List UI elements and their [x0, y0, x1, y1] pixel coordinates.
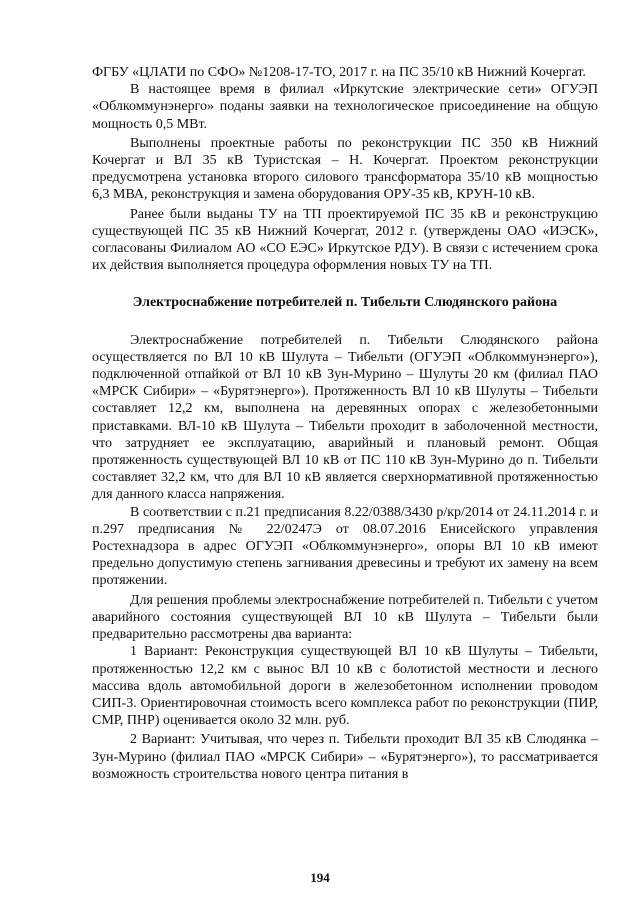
paragraph-tech-connection: В настоящее время в филиал «Иркутские электрические сети» ОГУЭП «Облкоммунэнерго» поданы заявки на технологическое присоединение на общую мощность 0,5 МВт. — [92, 82, 598, 132]
paragraph-regulation: В соответствии с п.21 предписания 8.22/0388/3430 р/кр/2014 от 24.11.2014 г. и п.297 предписания № 22/0247Э от 08.07.2016 Енисейского управления Ростехнадзора в адрес ОГУЭП «Облкоммунэнерго», опоры ВЛ 10 кВ имеют предельно допустимую степень загнивания древесины и требуют их замену на всем протяжении. — [92, 504, 598, 589]
document-page — [92, 64, 598, 783]
paragraph-reconstruction: Выполнены проектные работы по реконструкции ПС 350 кВ Нижний Кочергат и ВЛ 35 кВ Туристская – Н. Кочергат. Проектом реконструкции предусмотрена установка второго силового трансформатора 35/10 кВ мощностью 6,3 МВА, реконструкция и замена оборудования ОРУ-35 кВ, КРУН-10 кВ. — [92, 135, 598, 203]
paragraph-power-supply: Электроснабжение потребителей п. Тибельти Слюдянского района осуществляется по ВЛ 10 кВ Шулута – Тибельти (ОГУЭП «Облкоммунэнерго»), подключенной отпайкой от ВЛ 10 кВ Зун-Мурино – Шулуты 20 км (филиал ПАО «МРСК Сибири» – «Бурятэнерго»). Протяженность ВЛ 10 кВ Шулуты – Тибельти составляет 12,2 км, выполнена на деревянных опорах с железобетонными приставками. ВЛ-10 кВ Шулута – Тибельти проходит в заболоченной местности, что затрудняет ее эксплуатацию, аварийный и плановый ремонт. Общая протяженность существующей ВЛ 10 кВ от ПС 110 кВ Зун-Мурино до п. Тибельти составляет 32,2 км, что для ВЛ 10 кВ является сверхнормативной протяженностью для данного класса напряжения. — [92, 332, 598, 503]
page-number: 194 — [310, 870, 330, 885]
section-heading: Электроснабжение потребителей п. Тибельти Слюдянского района — [132, 295, 558, 311]
paragraph-option-2: 2 Вариант: Учитывая, что через п. Тибельти проходит ВЛ 35 кВ Слюдянка – Зун-Мурино (филиал ПАО «МРСК Сибири» – «Бурятэнерго»), то рассматривается возможность строительства нового центра питания в — [92, 732, 598, 782]
paragraph-continuation: ФГБУ «ЦЛАТИ по СФО» №1208-17-ТО, 2017 г. на ПС 35/10 кВ Нижний Кочергат. — [92, 65, 586, 80]
paragraph-previous-tu: Ранее были выданы ТУ на ТП проектируемой ПС 35 кВ и реконструкцию существующей ПС 35 кВ Нижний Кочергат, 2012 г. (утверждены ОАО «ИЭСК», согласованы Филиалом АО «СО ЕЭС» Иркутское РДУ). В связи с истечением срока их действия выполняется процедура оформления новых ТУ на ТП. — [92, 206, 598, 274]
paragraph-option-1: 1 Вариант: Реконструкция существующей ВЛ 10 кВ Шулуты – Тибельти, протяженностью 12,2 км с вынос ВЛ 10 кВ с болотистой местности и лесного массива вдоль автомобильной дороги в железобетонном исполнении проводом СИП-3. Ориентировочная стоимость всего комплекса работ по реконструкции (ПИР, СМР, ПНР) оценивается около 32 млн. руб. — [92, 644, 598, 729]
paragraph-options-intro: Для решения проблемы электроснабжение потребителей п. Тибельти с учетом аварийного состояния существующей ВЛ 10 кВ Шулута – Тибельти были предварительно рассмотрены два варианта: — [92, 592, 598, 643]
